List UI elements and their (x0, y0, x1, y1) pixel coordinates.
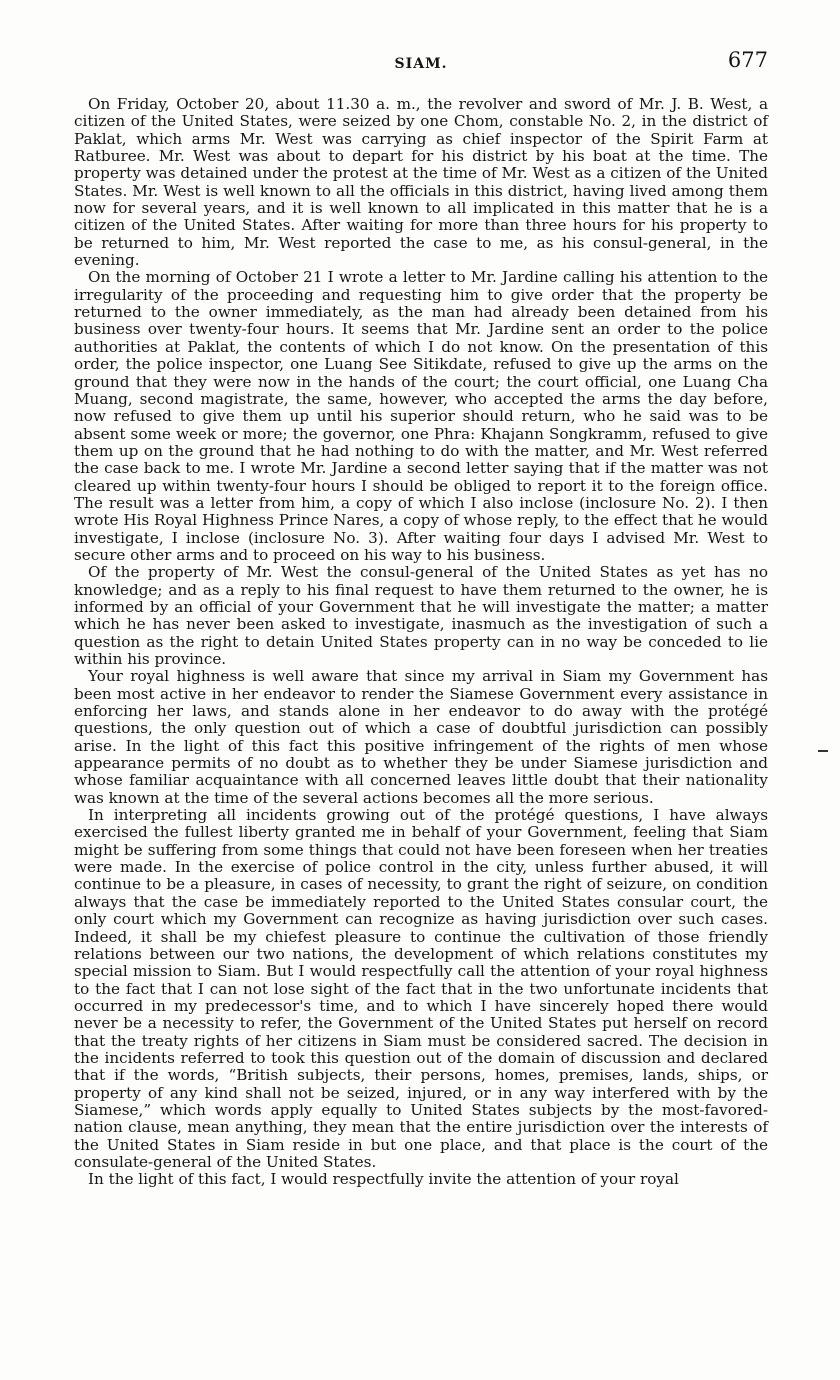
page-number: 677 (727, 48, 768, 72)
paragraph-closing-fragment: In the light of this fact, I would respectfully invite the attention of your royal (88, 1170, 679, 1189)
margin-mark (818, 750, 828, 752)
running-title: SIAM. (394, 56, 448, 72)
paragraph-protege-questions: In interpreting all incidents growing out of the protégé questions, I have always exercised the fullest liberty granted me in behalf of your Government, feeling that Siam might be suffering from some things that could not have been foreseen when her treaties were made. In the exercise of police control in the city, unless further abused, it will continue to be a pleasure, in cases of necessity, to grant the right of seizure, on condition always that the case be immediately reported to the United States consular court, the only court which my Government can recognize as having jurisdiction over such cases. Indeed, it shall be my chiefest pleasure to continue the cultivation of those friendly relations between our two nations, the development of which relations constitutes my special mission to Siam. But I would respectfully call the attention of your royal highness to the fact that I can not lose sight of the fact that in the two unfortunate incidents that occurred in my predecessor's time, and to which I have sincerely hoped there would never be a necessity to refer, the Government of the United States put herself on record that the treaty rights of her citizens in Siam must be considered sacred. The decision in the incidents referred to took this question out of the domain of discussion and declared that if the words, “British subjects, their persons, homes, premises, lands, ships, or property of any kind shall not be seized, injured, or in any way interfered with by the Siamese,” which words apply equally to United States subjects by the most-favored-nation clause, mean anything, they mean that the entire jurisdiction over the interests of the United States in Siam reside in but one place, and that place is the court of the consulate-general of the United States. (74, 806, 768, 1171)
paragraph-property-of-west: Of the property of Mr. West the consul-general of the United States as yet has no knowledge; and as a reply to his final request to have them returned to the owner, he is informed by an official of your Government that he will investigate the matter; a matter which he has never been asked to investigate, inasmuch as the investigation of such a question as the right to detain United States property can in no way be conceded to lie within his province. (74, 563, 768, 668)
paragraph-letter-to-jardine: On the morning of October 21 I wrote a letter to Mr. Jardine calling his attention to the irregularity of the proceeding and requesting him to give order that the property be returned to the owner immediately, as the man had already been detained from his business over twenty-four hours. It seems that Mr. Jardine sent an order to the police authorities at Paklat, the contents of which I do not know. On the presentation of this order, the police inspector, one Luang See Sitikdate, refused to give up the arms on the ground that they were now in the hands of the court; the court official, one Luang Cha Muang, second magistrate, the same, however, who accepted the arms the day before, now refused to give them up until his superior should return, who he said was to be absent some week or more; the governor, one Phra: Khajann Songkramm, refused to give them up on the ground that he had nothing to do with the matter, and Mr. West referred the case back to me. I wrote Mr. Jardine a second letter saying that if the matter was not cleared up within twenty-four hours I should be obliged to report it to the foreign office. The result was a letter from him, a copy of which I also inclose (inclosure No. 2). I then wrote His Royal Highness Prince Nares, a copy of whose reply, to the effect that he would investigate, I inclose (inclosure No. 3). After waiting four days I advised Mr. West to secure other arms and to proceed on his way to his business. (74, 268, 768, 564)
paragraph-government-endeavor: Your royal highness is well aware that since my arrival in Siam my Government has been most active in her endeavor to render the Siamese Government every assistance in enforcing her laws, and stands alone in her endeavor to do away with the protégé questions, the only question out of which a case of doubtful jurisdiction can possibly arise. In the light of this fact this positive infringement of the rights of men whose appearance permits of no doubt as to whether they be under Siamese jurisdiction and whose familiar acquaintance with all concerned leaves little doubt that their nationality was known at the time of the several actions becomes all the more serious. (74, 667, 768, 807)
running-header (74, 48, 768, 78)
body-text (74, 96, 768, 1189)
paragraph-seizure-of-arms: On Friday, October 20, about 11.30 a. m., the revolver and sword of Mr. J. B. West, a citizen of the United States, were seized by one Chom, constable No. 2, in the district of Paklat, which arms Mr. West was carrying as chief inspector of the Spirit Farm at Ratburee. Mr. West was about to depart for his district by his boat at the time. The property was detained under the protest at the time of Mr. West as a citizen of the United States. Mr. West is well known to all the officials in this district, having lived among them now for several years, and it is well known to all implicated in this matter that he is a citizen of the United States. After waiting for more than three hours for his property to be returned to him, Mr. West reported the case to me, as his consul-general, in the evening. (74, 95, 768, 270)
